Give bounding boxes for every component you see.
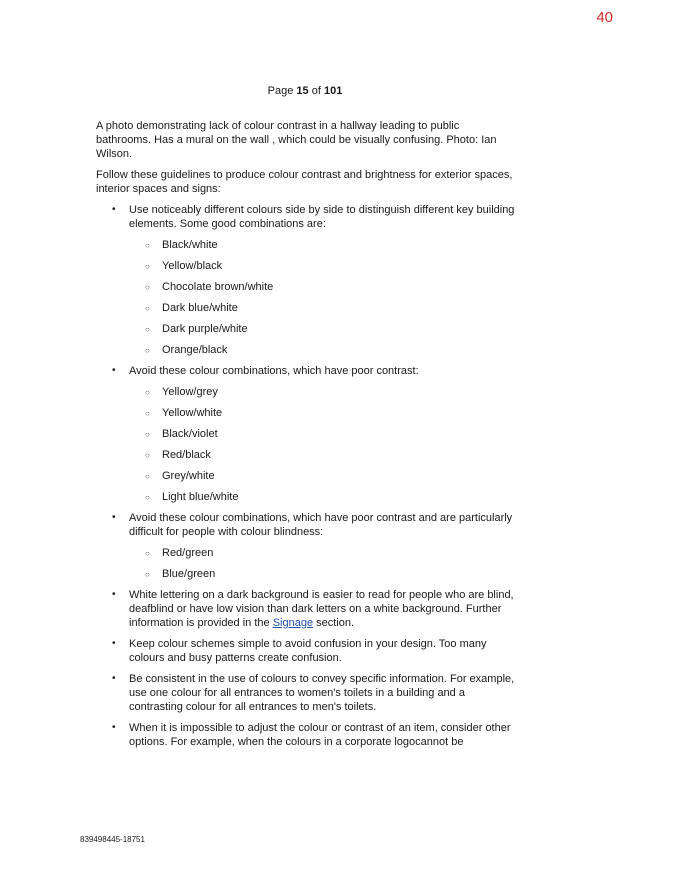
circle-bullet-icon: ○ — [145, 549, 150, 558]
list-item — [129, 280, 516, 294]
list-item — [129, 469, 516, 483]
list-item-text: Chocolate brown/white — [162, 281, 274, 293]
circle-bullet-icon: ○ — [145, 570, 150, 579]
list-item — [129, 406, 516, 420]
list-item-text: Black/violet — [162, 428, 218, 440]
list-item — [96, 588, 516, 630]
page-counter-current: 15 — [296, 85, 309, 97]
bullet-icon: • — [112, 722, 116, 733]
colour-blindness-list — [129, 546, 516, 581]
guidelines-list — [96, 203, 516, 749]
list-item — [129, 546, 516, 560]
list-item-text: Be consistent in the use of colours to convey specific information. For example, use one colour for all entrances to women's toilets in a building and a contrasting colour for all entrances to men's toilets. — [129, 673, 515, 713]
list-item-text: Grey/white — [162, 470, 215, 482]
list-item — [129, 385, 516, 399]
list-item-text: Red/green — [162, 547, 214, 559]
photo-caption-paragraph: A photo demonstrating lack of colour contrast in a hallway leading to public bathrooms. Has a mural on the wall , which could be visually confusing. Photo: Ian Wilson. — [96, 120, 497, 160]
list-item — [129, 301, 516, 315]
corner-page-number: 40 — [596, 9, 613, 26]
list-item-text: Use noticeably different colours side by side to distinguish different key building elements. Some good combinations are: — [129, 204, 515, 230]
circle-bullet-icon: ○ — [145, 262, 150, 271]
list-item — [96, 511, 516, 581]
page-counter-prefix: Page — [267, 85, 294, 97]
circle-bullet-icon: ○ — [145, 283, 150, 292]
circle-bullet-icon: ○ — [145, 451, 150, 460]
list-item — [96, 637, 516, 665]
list-item — [129, 322, 516, 336]
bullet-icon: • — [112, 589, 116, 600]
page-counter — [0, 85, 610, 97]
circle-bullet-icon: ○ — [145, 472, 150, 481]
list-item-text: Yellow/white — [162, 407, 223, 419]
bullet-icon: • — [112, 638, 116, 649]
list-item-text: Yellow/grey — [162, 386, 218, 398]
circle-bullet-icon: ○ — [145, 346, 150, 355]
list-item — [96, 672, 516, 714]
document-body — [96, 119, 516, 756]
signage-link[interactable]: Signage — [272, 617, 314, 629]
circle-bullet-icon: ○ — [145, 388, 150, 397]
list-item — [129, 567, 516, 581]
list-item-text: Light blue/white — [162, 491, 239, 503]
list-item — [129, 427, 516, 441]
good-combinations-list — [129, 238, 516, 357]
list-item-text: Black/white — [162, 239, 218, 251]
list-item-text: Orange/black — [162, 344, 228, 356]
list-item — [96, 203, 516, 357]
bullet-icon: • — [112, 365, 116, 376]
page-counter-total: 101 — [323, 85, 343, 97]
list-item-text: Avoid these colour combinations, which have poor contrast and are particularly difficult for people with colour blindness: — [129, 512, 513, 538]
list-item — [129, 490, 516, 504]
bullet-icon: • — [112, 673, 116, 684]
list-item-text: Yellow/black — [162, 260, 223, 272]
page-counter-of: of — [311, 85, 321, 97]
poor-contrast-list — [129, 385, 516, 504]
list-item-text: Dark blue/white — [162, 302, 238, 314]
guidelines-intro-paragraph: Follow these guidelines to produce colour contrast and brightness for exterior spaces, interior spaces and signs: — [96, 169, 513, 195]
list-item-text: Red/black — [162, 449, 211, 461]
list-item — [129, 238, 516, 252]
list-item — [96, 721, 516, 749]
circle-bullet-icon: ○ — [145, 409, 150, 418]
list-item — [129, 259, 516, 273]
circle-bullet-icon: ○ — [145, 325, 150, 334]
list-item — [96, 364, 516, 504]
list-item-text: Dark purple/white — [162, 323, 248, 335]
circle-bullet-icon: ○ — [145, 493, 150, 502]
list-item-text — [129, 589, 514, 629]
list-item — [129, 343, 516, 357]
list-item-text-before-link: White lettering on a dark background is easier to read for people who are blind, deafblind or have low vision than dark letters on a white background. Further information is provided in the — [129, 589, 514, 629]
bullet-icon: • — [112, 512, 116, 523]
bullet-icon: • — [112, 204, 116, 215]
list-item-text: When it is impossible to adjust the colour or contrast of an item, consider other options. For example, when the colours in a corporate logocannot be — [129, 722, 511, 748]
footer-document-id: 839498445-18751 — [80, 835, 145, 844]
circle-bullet-icon: ○ — [145, 304, 150, 313]
list-item-text: Keep colour schemes simple to avoid confusion in your design. Too many colours and busy patterns create confusion. — [129, 638, 487, 664]
list-item-text: Blue/green — [162, 568, 216, 580]
list-item — [129, 448, 516, 462]
circle-bullet-icon: ○ — [145, 241, 150, 250]
list-item-text-after-link: section. — [313, 617, 355, 629]
circle-bullet-icon: ○ — [145, 430, 150, 439]
list-item-text: Avoid these colour combinations, which have poor contrast: — [129, 365, 419, 377]
